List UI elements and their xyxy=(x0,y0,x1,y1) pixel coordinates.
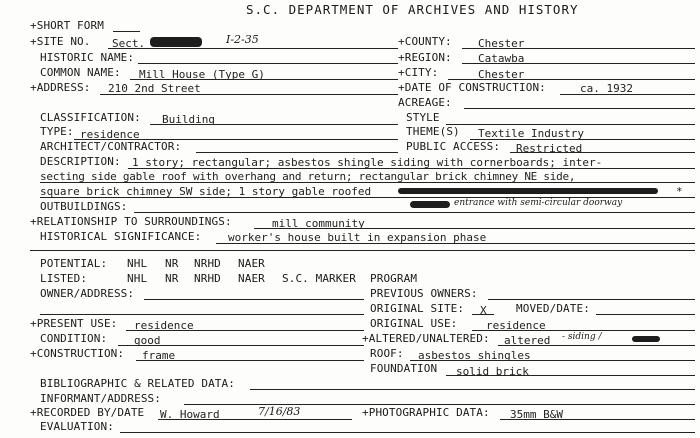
historic-name-label: HISTORIC NAME: xyxy=(40,51,135,64)
relationship-value: mill community xyxy=(272,217,365,230)
bibliographic-line xyxy=(250,389,695,390)
description-rule-2 xyxy=(40,182,695,183)
address-label: +ADDRESS: xyxy=(30,81,91,94)
present-use-value: residence xyxy=(134,319,194,332)
short-form-line xyxy=(113,31,140,32)
construction-label: +CONSTRUCTION: xyxy=(30,347,125,360)
significance-value: worker's house built in expansion phase xyxy=(228,231,487,244)
original-site-value: X xyxy=(480,304,487,317)
previous-owners-line xyxy=(488,299,695,300)
style-label: STYLE xyxy=(406,111,440,124)
original-use-line xyxy=(472,330,695,331)
theme-line xyxy=(470,139,695,140)
classification-label: CLASSIFICATION: xyxy=(40,111,141,124)
original-site-label: ORIGINAL SITE: xyxy=(370,302,465,315)
photographic-value: 35mm B&W xyxy=(510,408,563,421)
present-use-line xyxy=(126,330,364,331)
description-line-1: 1 story; rectangular; asbestos shingle siding with cornerboards; inter- xyxy=(132,156,603,169)
listed-nrhd: NRHD xyxy=(194,272,221,285)
potential-nr: NR xyxy=(165,257,179,270)
relationship-label: +RELATIONSHIP TO SURROUNDINGS: xyxy=(30,215,232,228)
region-value: Catawba xyxy=(478,52,525,65)
type-value: residence xyxy=(80,128,140,141)
construction-line xyxy=(136,360,364,361)
common-name-line xyxy=(130,79,398,80)
previous-owners-label: PREVIOUS OWNERS: xyxy=(370,287,478,300)
site-no-handwritten: I-2-35 xyxy=(226,33,259,46)
outbuildings-scribble xyxy=(410,201,450,208)
altered-line xyxy=(498,345,695,346)
roof-value: asbestos shingles xyxy=(418,349,531,362)
county-value: Chester xyxy=(478,37,525,50)
foundation-label: FOUNDATION xyxy=(370,362,438,375)
potential-nrhd: NRHD xyxy=(194,257,221,270)
description-star: * xyxy=(676,185,683,198)
description-rule-1 xyxy=(128,168,695,169)
photographic-line xyxy=(500,419,695,420)
potential-label: POTENTIAL: xyxy=(40,257,108,270)
recorded-by-label: +RECORDED BY/DATE xyxy=(30,406,145,419)
common-name-value: Mill House (Type G) xyxy=(139,68,265,81)
owner-line xyxy=(144,299,364,300)
altered-handwritten: - siding / xyxy=(562,332,602,342)
city-label: +CITY: xyxy=(398,66,439,79)
city-value: Chester xyxy=(478,68,525,81)
form-title: S.C. DEPARTMENT OF ARCHIVES AND HISTORY xyxy=(246,2,579,17)
evaluation-label: EVALUATION: xyxy=(40,420,114,433)
classification-value: Building xyxy=(162,113,215,126)
short-form-label: +SHORT FORM xyxy=(30,19,104,32)
recorded-date-handwritten: 7/16/83 xyxy=(258,405,301,418)
condition-line xyxy=(118,345,364,346)
listed-nr: NR xyxy=(165,272,179,285)
section-divider xyxy=(30,250,695,251)
public-access-label: PUBLIC ACCESS: xyxy=(406,140,501,153)
listed-nhl: NHL xyxy=(127,272,148,285)
owner-line-2 xyxy=(40,314,364,315)
altered-value: altered xyxy=(504,334,551,347)
original-site-line xyxy=(472,314,494,315)
address-line xyxy=(100,94,398,95)
public-access-value: Restricted xyxy=(516,142,583,155)
roof-line xyxy=(410,360,695,361)
altered-label: +ALTERED/UNALTERED: xyxy=(362,332,490,345)
theme-label: THEME(S) xyxy=(406,125,460,138)
description-line-2: secting side gable roof with overhang and return; rectangular brick chimney NE side, xyxy=(40,170,576,183)
county-line xyxy=(462,48,695,49)
date-construction-label: +DATE OF CONSTRUCTION: xyxy=(398,81,546,94)
foundation-line xyxy=(446,375,695,376)
condition-label: CONDITION: xyxy=(40,332,108,345)
recorded-by-value: W. Howard xyxy=(160,408,220,421)
program-label: PROGRAM xyxy=(370,272,418,285)
recorded-by-line xyxy=(158,419,352,420)
county-label: +COUNTY: xyxy=(398,35,452,48)
outbuildings-line xyxy=(134,212,695,213)
listed-sc-marker: S.C. MARKER xyxy=(282,272,356,285)
site-no-redaction xyxy=(150,37,202,47)
listed-label: LISTED: xyxy=(40,272,88,285)
moved-date-line xyxy=(596,314,695,315)
present-use-label: +PRESENT USE: xyxy=(30,317,118,330)
bibliographic-label: BIBLIOGRAPHIC & RELATED DATA: xyxy=(40,377,235,390)
evaluation-line xyxy=(120,432,695,433)
photographic-label: +PHOTOGRAPHIC DATA: xyxy=(362,406,490,419)
moved-date-label: MOVED/DATE: xyxy=(516,302,590,315)
original-use-value: residence xyxy=(486,319,546,332)
date-construction-value: ca. 1932 xyxy=(580,82,633,95)
architect-line xyxy=(196,152,398,153)
description-line-3: square brick chimney SW side; 1 story gable roofed xyxy=(40,185,372,198)
description-strikeout xyxy=(398,188,658,194)
acreage-label: ACREAGE: xyxy=(398,96,452,109)
altered-scribble xyxy=(632,336,660,342)
listed-naer: NAER xyxy=(238,272,265,285)
region-label: +REGION: xyxy=(398,51,452,64)
potential-nhl: NHL xyxy=(127,257,148,270)
relationship-line xyxy=(254,228,695,229)
historic-name-line xyxy=(138,63,398,64)
site-no-value: Sect. xyxy=(112,37,146,50)
date-construction-line xyxy=(560,94,695,95)
significance-label: HISTORICAL SIGNIFICANCE: xyxy=(40,230,202,243)
site-no-line xyxy=(108,48,398,49)
significance-line xyxy=(216,243,695,244)
condition-value: good xyxy=(134,334,161,347)
foundation-value: solid brick xyxy=(456,365,529,378)
roof-label: ROOF: xyxy=(370,347,404,360)
region-line xyxy=(462,63,695,64)
style-line xyxy=(446,124,695,125)
address-value: 210 2nd Street xyxy=(108,82,201,95)
common-name-label: COMMON NAME: xyxy=(40,66,121,79)
city-line xyxy=(448,79,695,80)
architect-label: ARCHITECT/CONTRACTOR: xyxy=(40,140,182,153)
potential-naer: NAER xyxy=(238,257,265,270)
original-use-label: ORIGINAL USE: xyxy=(370,317,458,330)
public-access-line xyxy=(510,152,695,153)
acreage-line xyxy=(464,108,695,109)
outbuildings-handwritten: entrance with semi-circular doorway xyxy=(454,198,623,208)
type-label: TYPE: xyxy=(40,125,74,138)
classification-line xyxy=(150,124,398,125)
outbuildings-label: OUTBUILDINGS: xyxy=(40,200,128,213)
owner-label: OWNER/ADDRESS: xyxy=(40,287,135,300)
theme-value: Textile Industry xyxy=(478,127,584,140)
construction-value: frame xyxy=(142,349,176,362)
site-no-label: +SITE NO. xyxy=(30,35,91,48)
description-label: DESCRIPTION: xyxy=(40,155,121,168)
informant-label: INFORMANT/ADDRESS: xyxy=(40,392,162,405)
